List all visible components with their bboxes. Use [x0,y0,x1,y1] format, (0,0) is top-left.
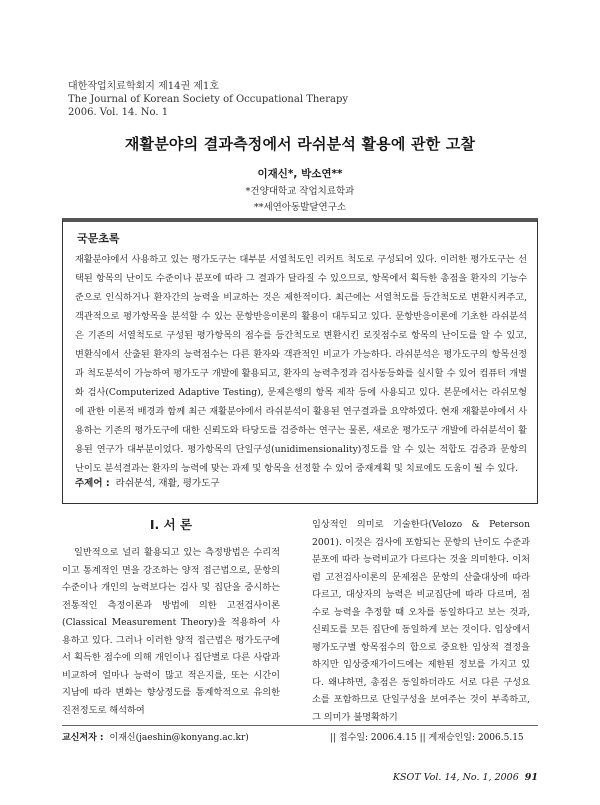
intro-paragraph-left: 일반적으로 널리 활용되고 있는 측정방법은 수리적이고 통계적인 면을 강조하는 양적 접근법으로, 문항의 수준이나 개인의 능력보다는 검사 및 집단을 중시하는 전통적인 측정이론과 방법에 의한 고전검사이론(Classical Measurement Theory)을 적용하여 사용하고 있다. 그러나 이러한 양적 접근법은 평가도구에서 획득한 점수에 의해 개인이나 집단별로 다른 사람과 비교하여 얼마나 능력이 많고 적은지를, 또는 시간이 지남에 따라 변화는 향상정도를 통계학적으로 유의한 진전정도로 해석하여 [62,547,280,716]
section-heading-intro: Ⅰ. 서 론 [149,517,193,532]
keywords-label: 주제어 : [75,478,110,489]
keywords-list: 라쉬분석, 재활, 평가도구 [115,478,220,489]
contact-label: 교신저자 : [62,733,104,743]
journal-name-english: The Journal of Korean Society of Occupational Therapy [68,94,349,105]
journal-header [68,80,348,119]
intro-paragraph-right: 임상적인 의미로 기술한다(Velozo & Peterson 2001). 이것은 검사에 포함되는 문항의 난이도 수준과 분포에 따라 능력비교가 다르다는 것을 의미한다. 이처럼 고전검사이론의 문제점은 문항의 산출대상에 따라 다르고, 대상자의 능력은 비교집단에 따라 다르며, 점수로 능력을 추정할 때 오차를 동일하다고 보는 것과, 신뢰도를 모든 집단에 동일하게 보는 것이다. 임상에서 평가도구별 항목점수의 합으로 중요한 임상적 결정을 하지만 임상중재가이드에는 제한된 정보를 가지고 있다. 왜냐하면, 총점은 동일하더라도 서로 다른 구성요소를 포함하므로 단일구성을 보여주는 것이 부족하고, 그 의미가 불명확하기 [312,519,530,723]
journal-volume: 2006. Vol. 14. No. 1 [68,107,169,118]
footer-divider [62,725,538,726]
keywords [75,475,220,489]
contact-info: 이재신(jaeshin@konyang.ac.kr) [109,733,249,743]
affiliation-1: *건양대학교 작업치료학과 [245,186,355,197]
corresponding-author [62,730,249,743]
abstract-heading: 국문초록 [77,232,120,245]
submission-dates: || 접수일: 2006.4.15 || 게재승인일: 2006.5.15 [330,733,524,743]
intro-right-column [312,516,530,726]
journal-name-korean: 대한작업치료학회지 제14권 제1호 [68,81,220,92]
abstract-text [75,250,527,478]
affiliation-2: **세연아동발달연구소 [253,202,347,213]
abstract-paragraph: 재활분야에서 사용하고 있는 평가도구는 대부분 서열척도인 리커트 척도로 구성되어 있다. 이러한 평가도구는 선택된 항목의 난이도 수준이나 분포에 따라 그 결과가 달라질 수 있으므로, 항목에서 획득한 총점을 환자의 기능수준으로 인식하거나 환자간의 능력을 비교하는 것은 제한적이다. 최근에는 서열척도를 등간척도로 변환시켜주고, 객관적으로 평가항목을 분석할 수 있는 문항반응이론의 활용이 대두되고 있다. 문항반응이론에 기초한 라쉬분석은 기존의 서열척도로 구성된 평가항목의 점수를 등간척도로 변환시킨 로짓점수로 항목의 난이도를 알 수 있고, 변환식에서 산출된 환자의 능력점수는 다른 환자와 객관적인 비교가 가능하다. 라쉬분석은 평가도구의 항목선정과 척도분석이 가능하여 평가도구 개발에 활용되고, 환자의 능력추정과 검사동등화를 실시할 수 있어 컴퓨터 개별화 검사(Computerized Adaptive Testing), 문제은행의 항목 제작 등에 사용되고 있다. 본문에서는 라쉬모형에 관한 이론적 배경과 함께 최근 재활분야에서 라쉬분석이 활용된 연구결과를 요약하였다. 현재 재활분야에서 사용하는 기존의 평가도구에 대한 신뢰도와 타당도를 검증하는 연구는 물론, 새로운 평가도구 개발에 라쉬분석이 활용된 연구가 대부분이었다. 평가항목의 단일구성(unidimensionality)정도를 알 수 있는 적합도 검증과 문항의 난이도 분석결과는 환자의 능력에 맞는 과제 및 항목을 선정할 수 있어 중재계획 및 치료에도 도움이 될 수 있다. [75,254,527,474]
intro-left-column [62,516,280,719]
page-number: 91 [524,772,538,783]
paper-authors: 이재신*, 박소연** [257,168,343,180]
journal-reference: KSOT Vol. 14, No. 1, 2006 [392,772,519,783]
paper-title: 재활분야의 결과측정에서 라쉬분석 활용에 관한 고찰 [124,135,476,153]
abstract-box [62,218,538,504]
page-footer [393,772,538,783]
